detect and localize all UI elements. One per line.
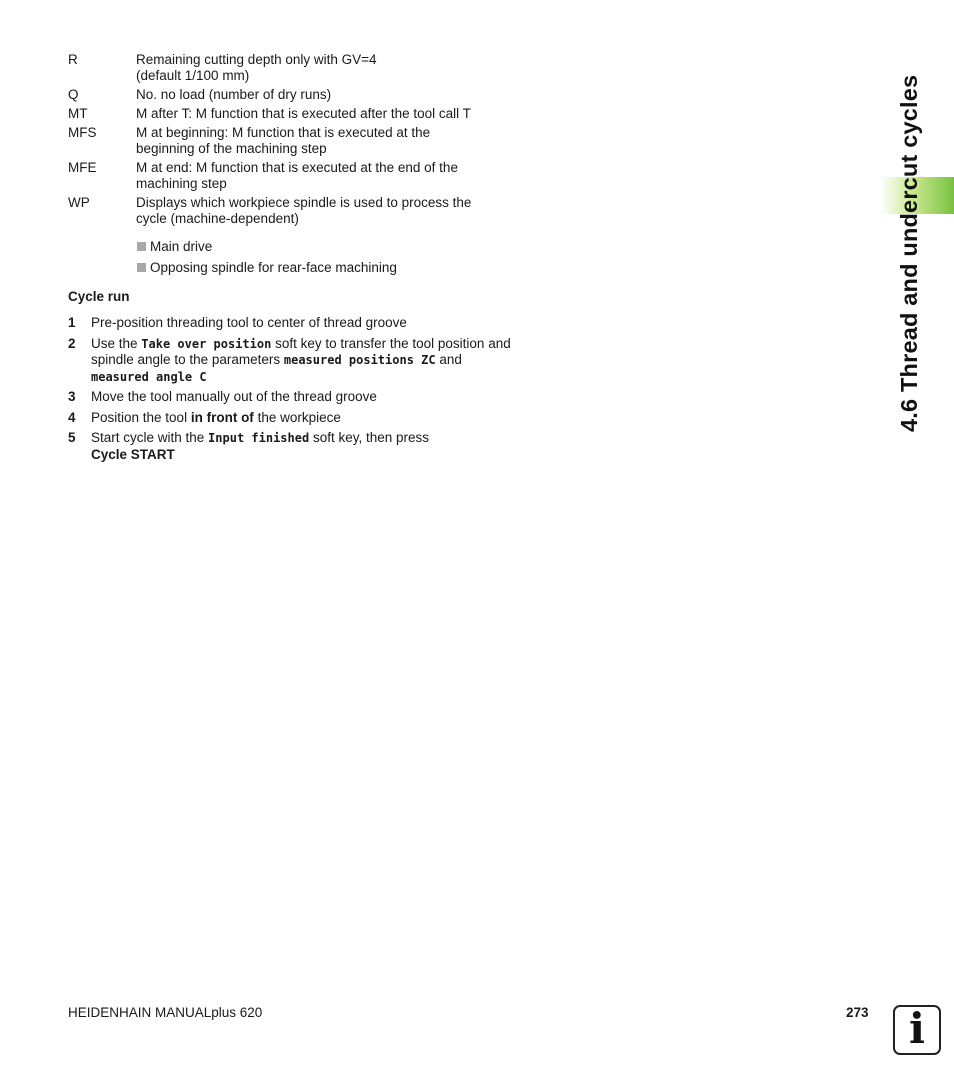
info-icon <box>893 1005 941 1055</box>
step-3 <box>68 389 518 406</box>
param-key: MFE <box>68 160 97 175</box>
param-desc <box>136 160 518 192</box>
param-desc-line: machining step <box>136 176 227 191</box>
param-key: WP <box>68 195 90 210</box>
key-name: Cycle START <box>91 446 175 462</box>
param-desc-line: (default 1/100 mm) <box>136 68 250 83</box>
param-row-q <box>68 87 518 103</box>
step-4 <box>68 410 518 427</box>
square-bullet-icon <box>137 263 146 272</box>
param-desc-line: M after T: M function that is executed after the tool call T <box>136 106 471 121</box>
param-desc <box>136 52 518 84</box>
step-text <box>91 336 518 386</box>
square-bullet-icon <box>137 242 146 251</box>
step-number: 1 <box>68 315 76 330</box>
param-desc-line: No. no load (number of dry runs) <box>136 87 332 102</box>
text-run: soft key to transfer the tool position and spindle angle to the parameters <box>91 335 511 367</box>
text-run: soft key, then press <box>309 430 430 445</box>
param-row-mfe <box>68 160 518 192</box>
param-desc-line: M at end: M function that is executed at the end of the <box>136 160 458 175</box>
param-desc-line: cycle (machine-dependent) <box>136 211 299 226</box>
param-row-mt <box>68 106 518 122</box>
text-run: the workpiece <box>253 409 341 425</box>
step-1 <box>68 315 518 332</box>
text-run: and <box>435 352 462 367</box>
param-desc <box>136 195 518 227</box>
step-number: 4 <box>68 409 76 425</box>
parameter-name: measured positions ZC <box>283 353 436 367</box>
step-text: Move the tool manually out of the thread groove <box>91 389 377 404</box>
section-heading: Cycle run <box>68 289 130 304</box>
cycle-run-steps <box>68 315 518 467</box>
param-key: MT <box>68 106 88 121</box>
section-side-title: 4.6 Thread and undercut cycles <box>896 74 922 432</box>
step-5 <box>68 430 518 463</box>
wp-options-list <box>136 238 397 280</box>
param-row-r <box>68 52 518 84</box>
step-text <box>91 410 518 427</box>
param-desc-line: Remaining cutting depth only with GV=4 <box>136 52 377 67</box>
text-run: Use the <box>91 335 142 351</box>
param-row-mfs <box>68 125 518 157</box>
param-desc <box>136 106 518 122</box>
param-desc <box>136 125 518 157</box>
step-text: Pre-position threading tool to center of thread groove <box>91 315 407 330</box>
param-key: MFS <box>68 125 97 140</box>
softkey-name: Input finished <box>208 431 310 445</box>
list-item <box>136 238 397 254</box>
info-glyph: i <box>909 1004 925 1053</box>
parameter-table <box>68 52 518 230</box>
step-number: 3 <box>68 389 76 404</box>
step-number: 2 <box>68 335 76 351</box>
parameter-name: measured angle C <box>91 369 207 384</box>
param-key: R <box>68 52 78 67</box>
softkey-name: Take over position <box>141 336 272 351</box>
step-text <box>91 430 518 463</box>
list-item <box>136 259 397 275</box>
manual-title: HEIDENHAIN MANUALplus 620 <box>68 1005 263 1020</box>
param-key: Q <box>68 87 79 102</box>
text-run: Position the tool <box>91 409 191 425</box>
emphasis-text: in front of <box>190 409 254 425</box>
param-desc-line: beginning of the machining step <box>136 141 327 156</box>
param-desc <box>136 87 518 103</box>
page-number: 273 <box>846 1005 869 1020</box>
param-desc-line: Displays which workpiece spindle is used to process the <box>136 195 472 210</box>
param-desc-line: M at beginning: M function that is executed at the <box>136 125 431 140</box>
option-label: Main drive <box>150 238 213 254</box>
step-2 <box>68 336 518 386</box>
option-label: Opposing spindle for rear-face machining <box>150 259 397 275</box>
step-number: 5 <box>68 430 76 445</box>
param-row-wp <box>68 195 518 227</box>
text-run: Start cycle with the <box>91 430 209 445</box>
